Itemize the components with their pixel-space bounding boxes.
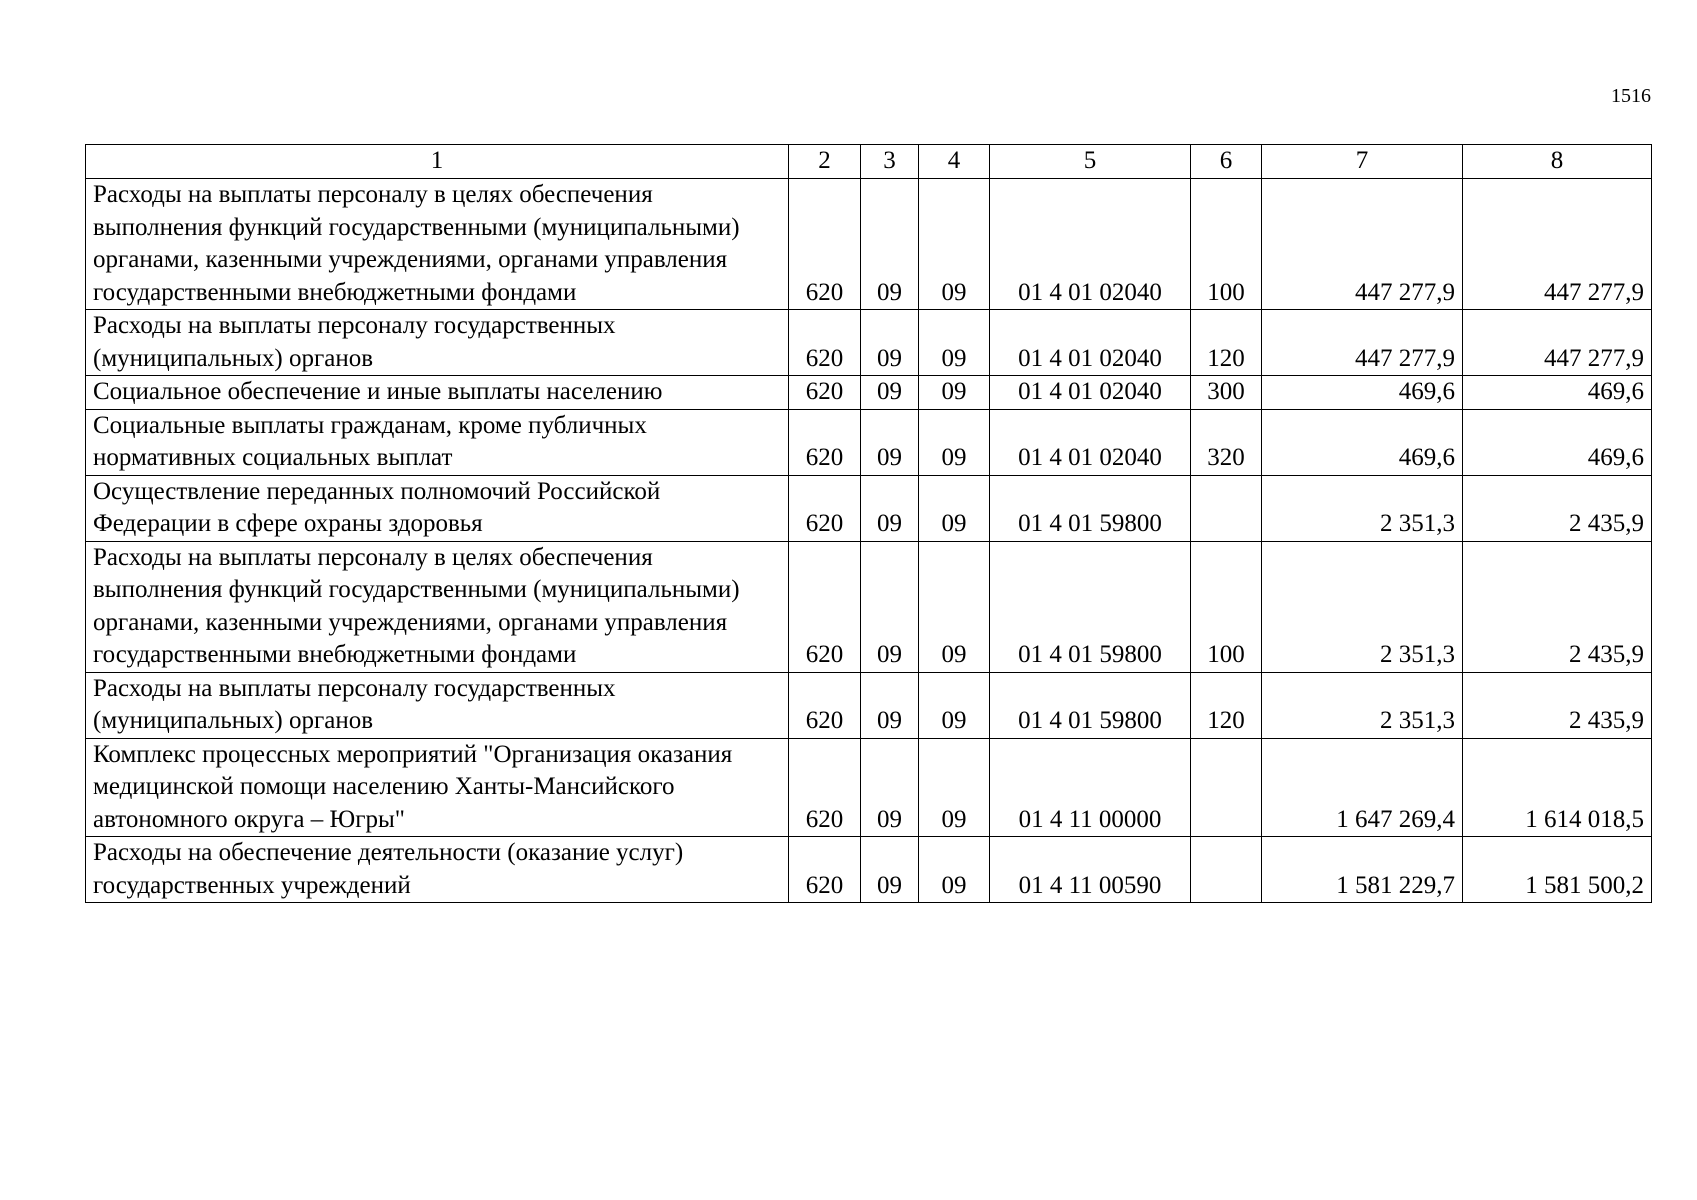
- amount-col-8: 2 435,9: [1463, 541, 1652, 672]
- page-number: 1516: [1611, 85, 1651, 107]
- section-code: 09: [861, 376, 919, 410]
- expense-name: Расходы на выплаты персоналу в целях обеспечения выполнения функций государственными (муниципальными) органами, казенными учреждениями, органами управления государственными внебюджетными фондами: [86, 541, 789, 672]
- subsection-code: 09: [919, 541, 990, 672]
- header-row: [86, 145, 1652, 179]
- target-code: 01 4 01 02040: [990, 310, 1191, 376]
- ministry-code: 620: [789, 179, 861, 310]
- subsection-code: 09: [919, 672, 990, 738]
- amount-col-8: 447 277,9: [1463, 179, 1652, 310]
- table-row: [86, 672, 1652, 738]
- amount-col-7: 1 581 229,7: [1262, 837, 1463, 903]
- ministry-code: 620: [789, 475, 861, 541]
- column-header: 7: [1262, 145, 1463, 179]
- amount-col-8: 1 581 500,2: [1463, 837, 1652, 903]
- target-code: 01 4 11 00000: [990, 738, 1191, 837]
- expense-type-code: [1191, 475, 1262, 541]
- column-header: 4: [919, 145, 990, 179]
- ministry-code: 620: [789, 738, 861, 837]
- subsection-code: 09: [919, 179, 990, 310]
- target-code: 01 4 01 59800: [990, 541, 1191, 672]
- table-row: [86, 541, 1652, 672]
- amount-col-8: 2 435,9: [1463, 475, 1652, 541]
- amount-col-8: 1 614 018,5: [1463, 738, 1652, 837]
- table-row: [86, 376, 1652, 410]
- amount-col-7: 469,6: [1262, 409, 1463, 475]
- expense-type-code: [1191, 738, 1262, 837]
- subsection-code: 09: [919, 409, 990, 475]
- section-code: 09: [861, 541, 919, 672]
- table-row: [86, 837, 1652, 903]
- target-code: 01 4 01 02040: [990, 179, 1191, 310]
- amount-col-7: 447 277,9: [1262, 310, 1463, 376]
- budget-table: [85, 144, 1652, 903]
- column-header: 2: [789, 145, 861, 179]
- expense-name: Социальные выплаты гражданам, кроме публичных нормативных социальных выплат: [86, 409, 789, 475]
- table-row: [86, 310, 1652, 376]
- section-code: 09: [861, 310, 919, 376]
- subsection-code: 09: [919, 376, 990, 410]
- ministry-code: 620: [789, 672, 861, 738]
- column-header: 3: [861, 145, 919, 179]
- column-header: 1: [86, 145, 789, 179]
- amount-col-7: 2 351,3: [1262, 672, 1463, 738]
- expense-name: Осуществление переданных полномочий Российской Федерации в сфере охраны здоровья: [86, 475, 789, 541]
- expense-name: Расходы на выплаты персоналу государственных (муниципальных) органов: [86, 672, 789, 738]
- expense-type-code: 120: [1191, 310, 1262, 376]
- expense-type-code: [1191, 837, 1262, 903]
- expense-type-code: 120: [1191, 672, 1262, 738]
- column-header: 5: [990, 145, 1191, 179]
- amount-col-7: 1 647 269,4: [1262, 738, 1463, 837]
- subsection-code: 09: [919, 738, 990, 837]
- target-code: 01 4 01 59800: [990, 672, 1191, 738]
- ministry-code: 620: [789, 409, 861, 475]
- section-code: 09: [861, 409, 919, 475]
- section-code: 09: [861, 672, 919, 738]
- section-code: 09: [861, 179, 919, 310]
- target-code: 01 4 11 00590: [990, 837, 1191, 903]
- ministry-code: 620: [789, 376, 861, 410]
- table-row: [86, 179, 1652, 310]
- amount-col-8: 469,6: [1463, 376, 1652, 410]
- target-code: 01 4 01 02040: [990, 376, 1191, 410]
- subsection-code: 09: [919, 475, 990, 541]
- column-header: 8: [1463, 145, 1652, 179]
- expense-type-code: 100: [1191, 541, 1262, 672]
- amount-col-8: 469,6: [1463, 409, 1652, 475]
- expense-name: Расходы на выплаты персоналу государственных (муниципальных) органов: [86, 310, 789, 376]
- amount-col-7: 469,6: [1262, 376, 1463, 410]
- table-row: [86, 738, 1652, 837]
- target-code: 01 4 01 02040: [990, 409, 1191, 475]
- expense-name: Социальное обеспечение и иные выплаты населению: [86, 376, 789, 410]
- amount-col-8: 2 435,9: [1463, 672, 1652, 738]
- expense-name: Комплекс процессных мероприятий "Организация оказания медицинской помощи населению Ханты-Мансийского автономного округа – Югры": [86, 738, 789, 837]
- expense-type-code: 320: [1191, 409, 1262, 475]
- section-code: 09: [861, 837, 919, 903]
- expense-type-code: 100: [1191, 179, 1262, 310]
- expense-name: Расходы на обеспечение деятельности (оказание услуг) государственных учреждений: [86, 837, 789, 903]
- column-header: 6: [1191, 145, 1262, 179]
- table-row: [86, 409, 1652, 475]
- expense-name: Расходы на выплаты персоналу в целях обеспечения выполнения функций государственными (муниципальными) органами, казенными учреждениями, органами управления государственными внебюджетными фондами: [86, 179, 789, 310]
- amount-col-7: 447 277,9: [1262, 179, 1463, 310]
- subsection-code: 09: [919, 310, 990, 376]
- ministry-code: 620: [789, 310, 861, 376]
- subsection-code: 09: [919, 837, 990, 903]
- ministry-code: 620: [789, 837, 861, 903]
- amount-col-8: 447 277,9: [1463, 310, 1652, 376]
- section-code: 09: [861, 475, 919, 541]
- ministry-code: 620: [789, 541, 861, 672]
- target-code: 01 4 01 59800: [990, 475, 1191, 541]
- amount-col-7: 2 351,3: [1262, 541, 1463, 672]
- expense-type-code: 300: [1191, 376, 1262, 410]
- section-code: 09: [861, 738, 919, 837]
- table-row: [86, 475, 1652, 541]
- amount-col-7: 2 351,3: [1262, 475, 1463, 541]
